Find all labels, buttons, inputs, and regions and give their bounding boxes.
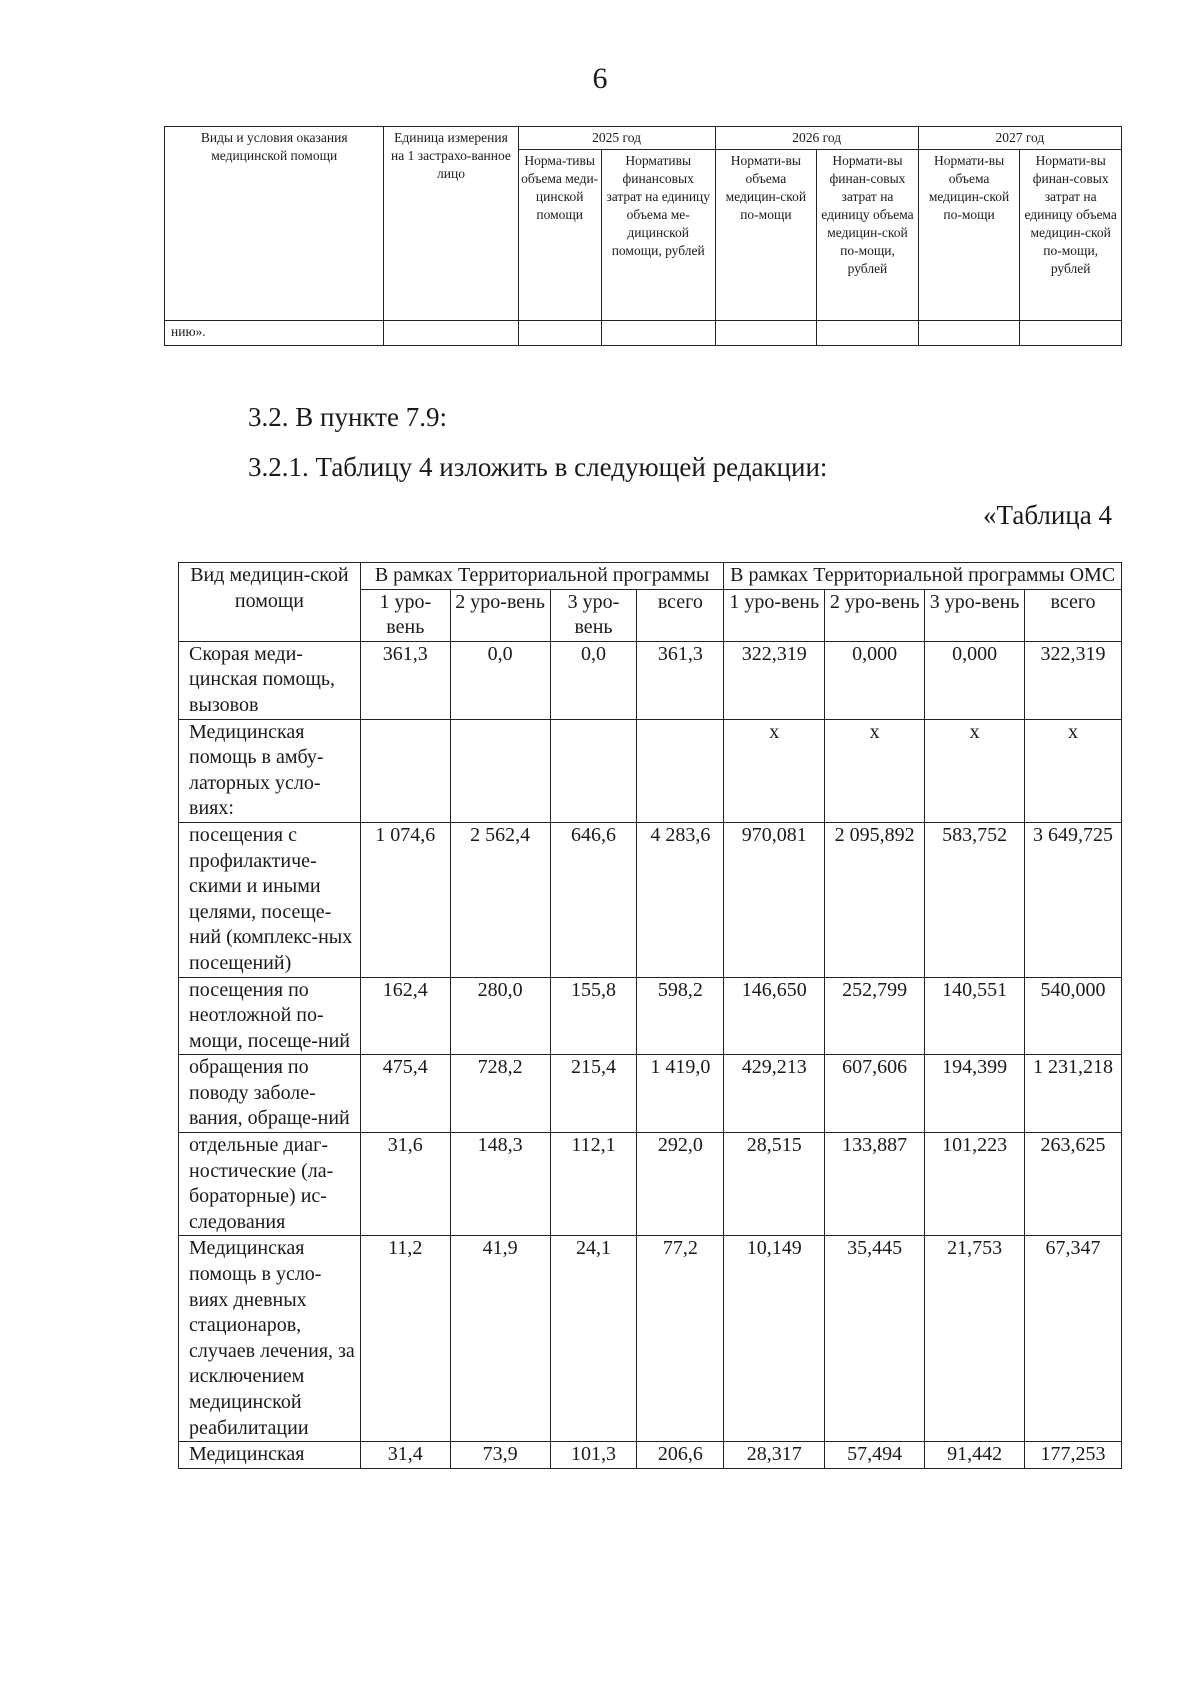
header-kind: Вид медицин-ской помощи (179, 563, 361, 642)
table-row (179, 719, 1122, 822)
value-cell: 252,799 (825, 977, 925, 1055)
subheader-volume-2026: Нормати-вы объема медицин-ской по-мощи (715, 150, 817, 321)
table-row (179, 1236, 1122, 1442)
value-cell: 322,319 (1025, 641, 1122, 719)
value-cell: 67,347 (1025, 1236, 1122, 1442)
row-label: Медицинская (179, 1442, 361, 1469)
value-cell: 0,0 (450, 641, 550, 719)
value-cell: х (825, 719, 925, 822)
value-cell: 77,2 (637, 1236, 724, 1442)
value-cell: 322,319 (724, 641, 825, 719)
empty-cell (918, 321, 1020, 346)
value-cell: 292,0 (637, 1133, 724, 1236)
header-level: 1 уро-вень (724, 589, 825, 641)
value-cell: 215,4 (550, 1055, 637, 1133)
value-cell: 646,6 (550, 822, 637, 977)
value-cell: 28,317 (724, 1442, 825, 1469)
value-cell: 41,9 (450, 1236, 550, 1442)
value-cell: 101,223 (925, 1133, 1025, 1236)
value-cell (637, 719, 724, 822)
value-cell: 598,2 (637, 977, 724, 1055)
row-label: посещения с профилактиче-скими и иными целями, посеще-ний (комплекс-ных посещений) (179, 822, 361, 977)
header-level: 2 уро-вень (450, 589, 550, 641)
value-cell: 361,3 (637, 641, 724, 719)
table-row (179, 1055, 1122, 1133)
value-cell: 112,1 (550, 1133, 637, 1236)
value-cell: х (724, 719, 825, 822)
table-row (179, 1133, 1122, 1236)
row-label: Медицинская помощь в амбу-латорных усло-виях: (179, 719, 361, 822)
value-cell: 10,149 (724, 1236, 825, 1442)
value-cell: 4 283,6 (637, 822, 724, 977)
value-cell: 475,4 (360, 1055, 450, 1133)
value-cell: 429,213 (724, 1055, 825, 1133)
value-cell: 148,3 (450, 1133, 550, 1236)
table-4 (178, 562, 1122, 1469)
empty-cell (817, 321, 919, 346)
header-unit: Единица измерения на 1 застрахо-ванное лицо (384, 127, 518, 321)
value-cell: 1 074,6 (360, 822, 450, 977)
header-year-2025: 2025 год (518, 127, 715, 150)
value-cell (450, 719, 550, 822)
value-cell: 0,000 (825, 641, 925, 719)
row-label: обращения по поводу заболе-вания, обраще-ний (179, 1055, 361, 1133)
value-cell: 2 562,4 (450, 822, 550, 977)
empty-cell (715, 321, 817, 346)
value-cell (550, 719, 637, 822)
value-cell: 162,4 (360, 977, 450, 1055)
subheader-volume-2025: Норма-тивы объема меди-цинской помощи (518, 150, 601, 321)
value-cell (360, 719, 450, 822)
value-cell: 1 419,0 (637, 1055, 724, 1133)
value-cell: 1 231,218 (1025, 1055, 1122, 1133)
value-cell: 280,0 (450, 977, 550, 1055)
row-label: посещения по неотложной по-мощи, посеще-ний (179, 977, 361, 1055)
value-cell: 28,515 (724, 1133, 825, 1236)
value-cell: 155,8 (550, 977, 637, 1055)
empty-cell (518, 321, 601, 346)
subheader-volume-2027: Нормати-вы объема медицин-ской по-мощи (918, 150, 1020, 321)
header-total: всего (637, 589, 724, 641)
subheader-cost-2027: Нормати-вы финан-совых затрат на единицу объема медицин-ской по-мощи, рублей (1020, 150, 1122, 321)
subheader-cost-2025: Нормативы финансовых затрат на единицу объема ме-дицинской помощи, рублей (601, 150, 715, 321)
header-total: всего (1025, 589, 1122, 641)
value-cell: 31,4 (360, 1442, 450, 1469)
empty-cell (384, 321, 518, 346)
value-cell: 21,753 (925, 1236, 1025, 1442)
row-label: Медицинская помощь в усло-виях дневных стационаров, случаев лечения, за исключением медицинской реабилитации (179, 1236, 361, 1442)
subheader-cost-2026: Нормати-вы финан-совых затрат на единицу объема медицин-ской по-мощи, рублей (817, 150, 919, 321)
header-level: 3 уро-вень (925, 589, 1025, 641)
paragraph-3-2-1: 3.2.1. Таблицу 4 изложить в следующей редакции: (248, 452, 828, 482)
value-cell: 607,606 (825, 1055, 925, 1133)
value-cell: 3 649,725 (1025, 822, 1122, 977)
value-cell: 24,1 (550, 1236, 637, 1442)
value-cell: 140,551 (925, 977, 1025, 1055)
page-number: 6 (592, 62, 608, 95)
value-cell: 146,650 (724, 977, 825, 1055)
value-cell: 583,752 (925, 822, 1025, 977)
empty-cell (601, 321, 715, 346)
value-cell: 57,494 (825, 1442, 925, 1469)
value-cell: 73,9 (450, 1442, 550, 1469)
paragraph-3-2: 3.2. В пункте 7.9: (248, 402, 447, 432)
value-cell: 0,000 (925, 641, 1025, 719)
value-cell: 263,625 (1025, 1133, 1122, 1236)
value-cell: 361,3 (360, 641, 450, 719)
row-label: Скорая меди-цинская помощь, вызовов (179, 641, 361, 719)
value-cell: 177,253 (1025, 1442, 1122, 1469)
value-cell: х (1025, 719, 1122, 822)
tail-cell: нию». (165, 321, 384, 346)
table-caption: «Таблица 4 (983, 500, 1112, 530)
value-cell: 206,6 (637, 1442, 724, 1469)
value-cell: 970,081 (724, 822, 825, 977)
table-row (179, 641, 1122, 719)
header-kind: Виды и условия оказания медицинской помощи (165, 127, 384, 321)
header-territorial-program: В рамках Территориальной программы (360, 563, 723, 590)
header-level: 1 уро-вень (360, 589, 450, 641)
value-cell: 728,2 (450, 1055, 550, 1133)
top-normatives-table (164, 126, 1122, 346)
value-cell: 101,3 (550, 1442, 637, 1469)
value-cell: 91,442 (925, 1442, 1025, 1469)
value-cell: 194,399 (925, 1055, 1025, 1133)
value-cell: 0,0 (550, 641, 637, 719)
header-level: 2 уро-вень (825, 589, 925, 641)
table-row (179, 822, 1122, 977)
value-cell: 2 095,892 (825, 822, 925, 977)
value-cell: 31,6 (360, 1133, 450, 1236)
value-cell: 11,2 (360, 1236, 450, 1442)
value-cell: 540,000 (1025, 977, 1122, 1055)
header-year-2026: 2026 год (715, 127, 918, 150)
table-row (179, 977, 1122, 1055)
value-cell: 133,887 (825, 1133, 925, 1236)
row-label: отдельные диаг-ностические (ла-бораторные) ис-следования (179, 1133, 361, 1236)
header-year-2027: 2027 год (918, 127, 1121, 150)
table-row (179, 1442, 1122, 1469)
value-cell: 35,445 (825, 1236, 925, 1442)
header-oms-program: В рамках Территориальной программы ОМС (724, 563, 1122, 590)
empty-cell (1020, 321, 1122, 346)
header-level: 3 уро-вень (550, 589, 637, 641)
value-cell: х (925, 719, 1025, 822)
